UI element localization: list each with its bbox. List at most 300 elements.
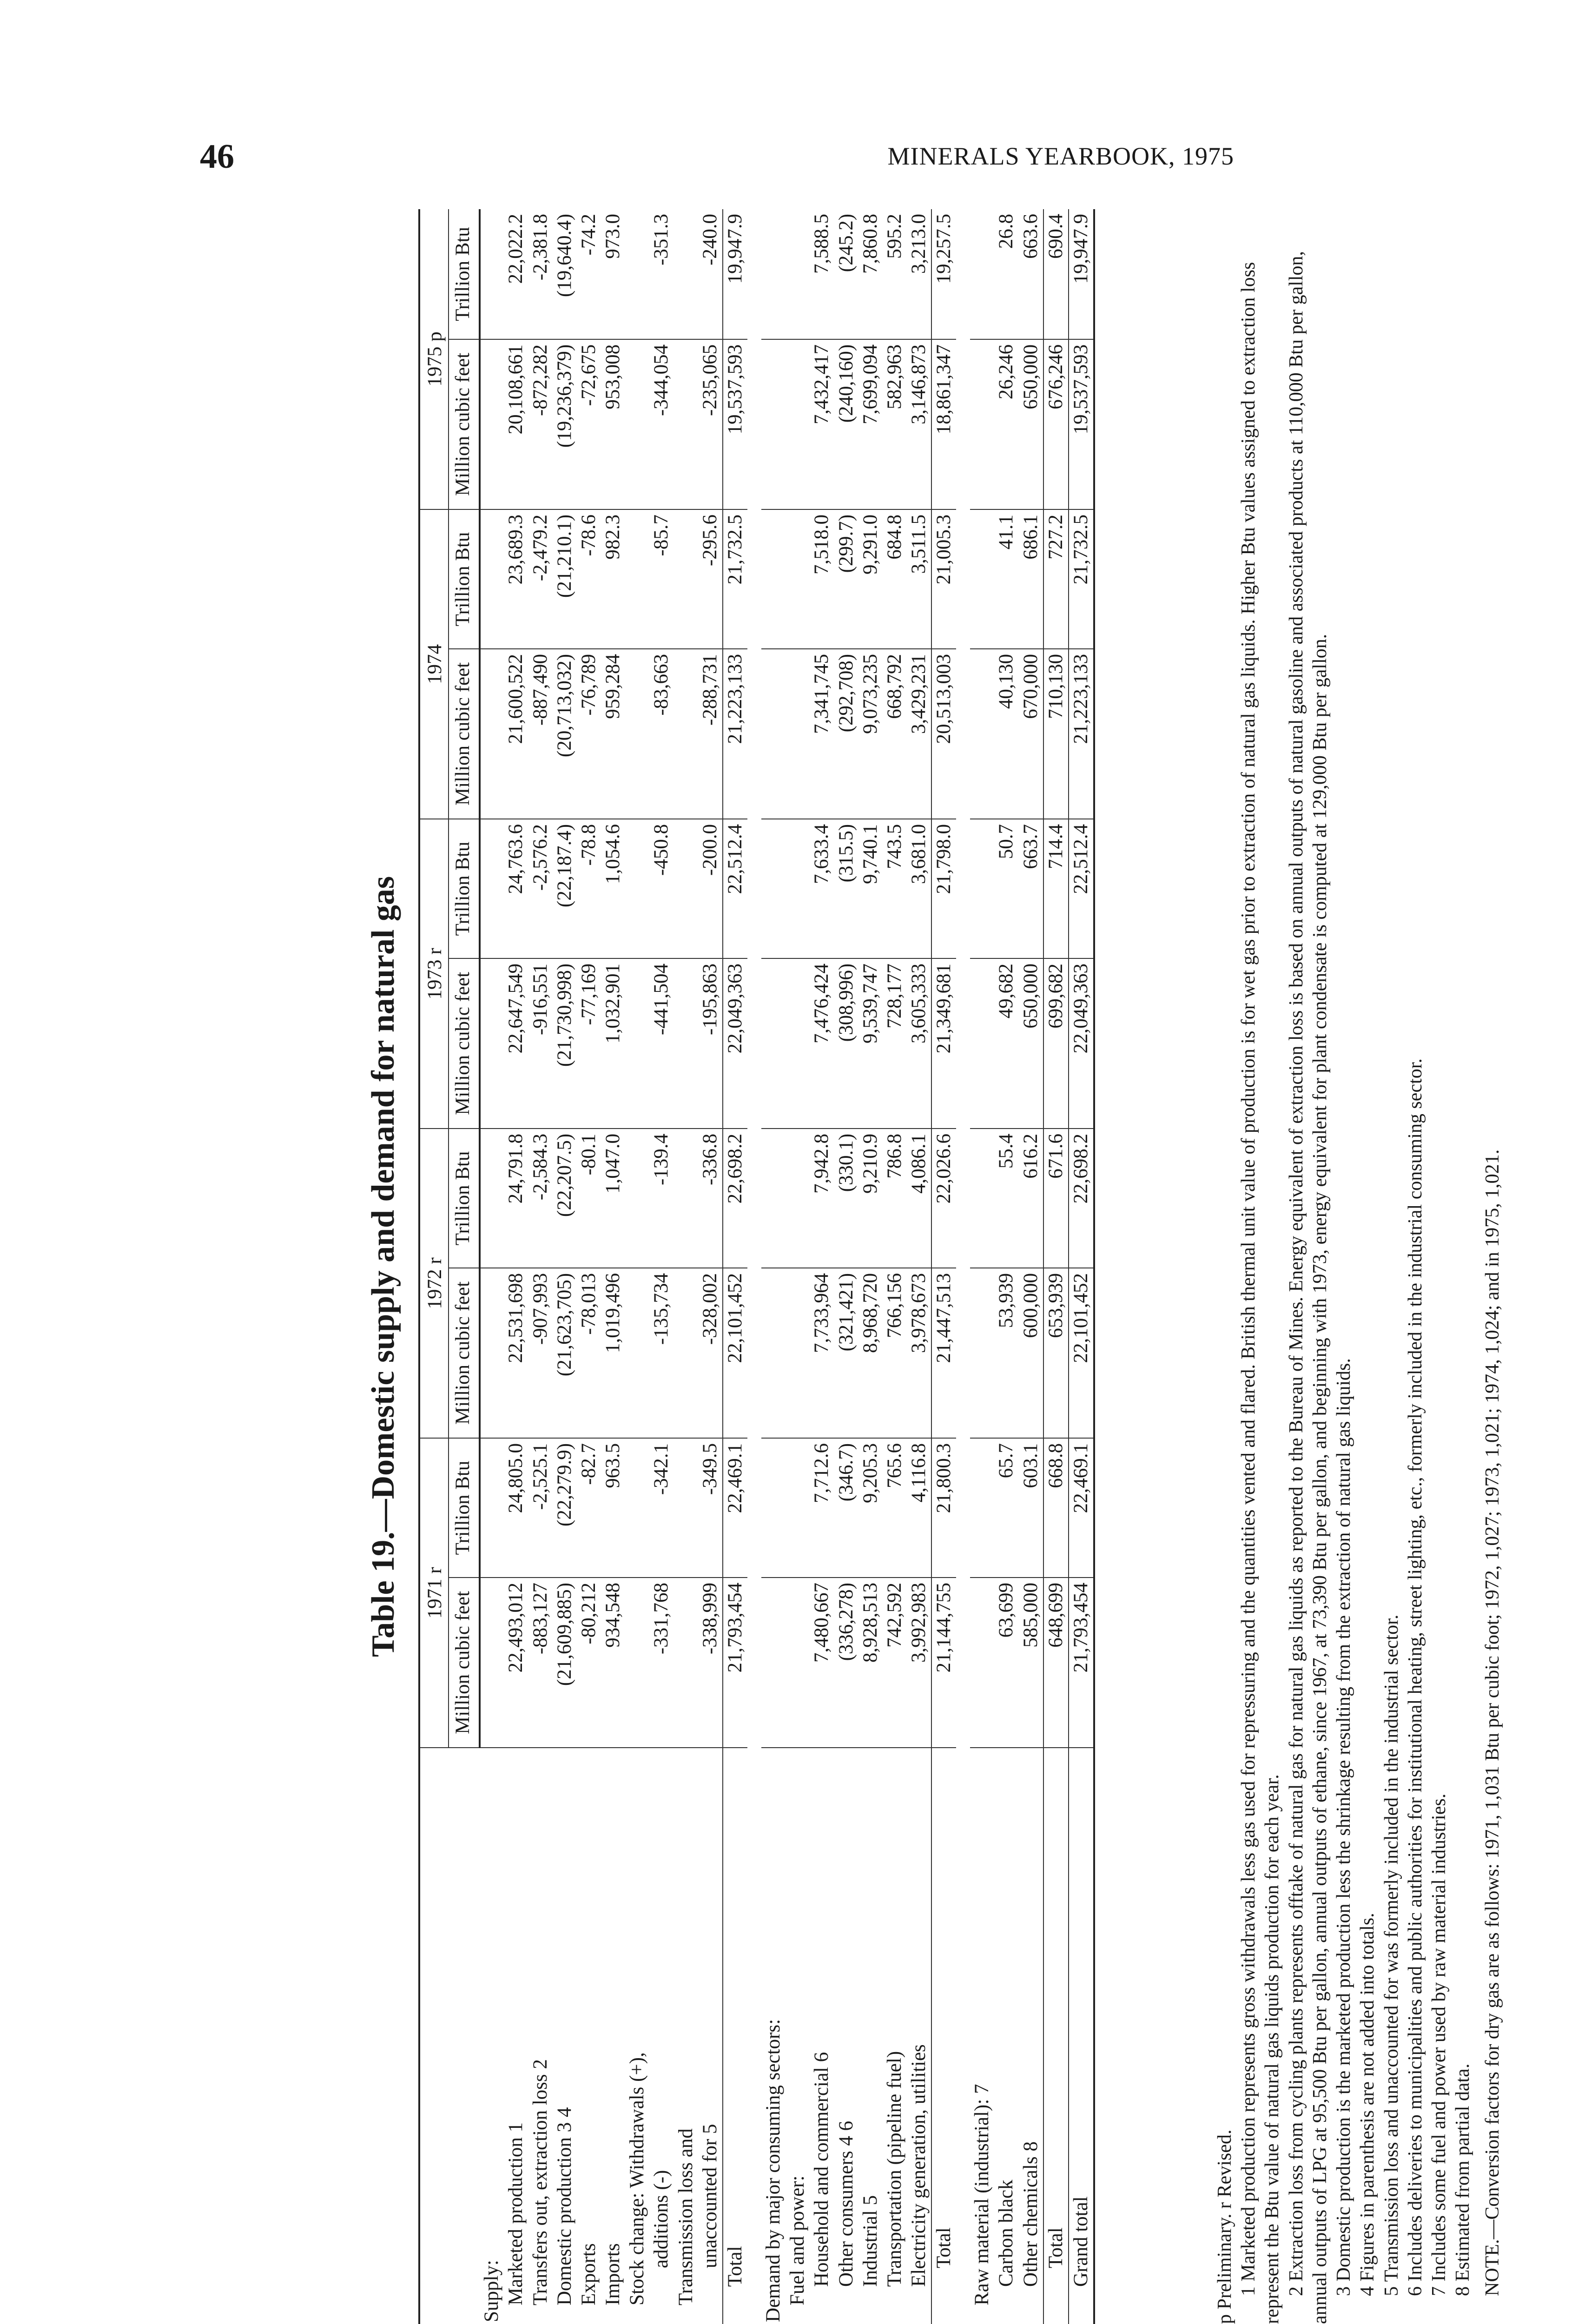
cell-value: -336.8	[698, 1129, 723, 1268]
grand-total-row	[1069, 209, 1094, 2324]
cell-value	[674, 958, 698, 1129]
cell-value: -76,789	[577, 649, 601, 819]
cell-value	[625, 1578, 649, 1748]
table-row	[601, 209, 625, 2324]
stub-header	[419, 1748, 480, 2324]
cell-value: 9,205.3	[858, 1438, 883, 1578]
cell-value: 22,531,698	[504, 1268, 528, 1438]
cell-value: 600,000	[1019, 1268, 1043, 1438]
cell-value: 727.2	[1043, 509, 1069, 649]
row-label: Imports	[601, 1748, 625, 2324]
cell-value: 18,861,347	[931, 339, 956, 509]
cell-value: 671.6	[1043, 1129, 1069, 1268]
unit-header: Million cubic feet	[449, 1268, 480, 1438]
cell-value: -200.0	[698, 819, 723, 958]
cell-value: 49,682	[994, 958, 1018, 1129]
year-header: 1971 r	[419, 1438, 449, 1748]
cell-value: 7,633.4	[810, 819, 834, 958]
cell-value: 22,049,363	[723, 958, 747, 1129]
cell-value: 3,992,983	[907, 1583, 930, 1663]
cell-value: 22,049,363	[1069, 958, 1094, 1129]
cell-value	[970, 819, 994, 958]
cell-value: 7,860.8	[858, 209, 883, 339]
cell-value	[761, 649, 786, 819]
cell-value: 668,792	[883, 649, 907, 819]
cell-value: 973.0	[601, 209, 625, 339]
row-label: Other consumers 4 6	[834, 1748, 858, 2324]
cell-value: 7,699,094	[858, 339, 883, 509]
cell-value	[970, 509, 994, 649]
cell-value: -328,002	[698, 1268, 723, 1438]
cell-value: -331,768	[650, 1583, 673, 1655]
cell-value	[625, 1438, 649, 1578]
cell-value	[674, 819, 698, 958]
cell-value: -78.8	[577, 819, 601, 958]
total-row	[723, 209, 747, 2324]
row-label: Total	[723, 1748, 747, 2324]
cell-value: 22,647,549	[504, 958, 528, 1129]
cell-value: -872,282	[528, 339, 553, 509]
cell-value: 21,144,755	[931, 1578, 956, 1748]
cell-value: 663.6	[1019, 209, 1043, 339]
cell-value: -82.7	[577, 1438, 601, 1578]
cell-value: (22,279.9)	[553, 1438, 577, 1578]
cell-value: 582,963	[883, 339, 907, 509]
cell-value	[970, 209, 994, 339]
cell-value: 668.8	[1043, 1438, 1069, 1578]
cell-value: -78,013	[577, 1268, 601, 1438]
cell-value: (21,730,998)	[553, 958, 577, 1129]
cell-value: -195,863	[698, 958, 723, 1129]
cell-value: 21,349,681	[931, 958, 956, 1129]
label-row	[674, 209, 698, 2324]
cell-value	[786, 1129, 810, 1268]
cell-value: 8,928,513	[859, 1583, 881, 1663]
cell-value	[761, 1268, 786, 1438]
cell-value: 653,939	[1043, 1268, 1069, 1438]
cell-value: 650,000	[1019, 958, 1043, 1129]
unit-header: Trillion Btu	[449, 509, 480, 649]
section-row	[480, 209, 504, 2324]
row-label: Other chemicals 8	[1019, 1748, 1043, 2324]
cell-value	[761, 819, 786, 958]
cell-value: 22,512.4	[723, 819, 747, 958]
cell-value: 9,073,235	[858, 649, 883, 819]
cell-value: 670,000	[1019, 649, 1043, 819]
row-label: Grand total	[1069, 1748, 1094, 2324]
cell-value: (22,187.4)	[553, 819, 577, 958]
row-label: Carbon black	[994, 1748, 1018, 2324]
cell-value	[761, 509, 786, 649]
cell-value: 7,480,667	[811, 1583, 833, 1663]
cell-value: 9,291.0	[858, 509, 883, 649]
footnote: 4 Figures in parenthesis are not added into totals.	[1357, 1913, 1379, 2296]
cell-value: -2,576.2	[528, 819, 553, 958]
cell-value	[674, 339, 698, 509]
cell-value: 7,733,964	[810, 1268, 834, 1438]
cell-value: -135,734	[649, 1268, 673, 1438]
cell-value: 7,476,424	[810, 958, 834, 1129]
cell-value: 710,130	[1043, 649, 1069, 819]
cell-value: 24,791.8	[504, 1129, 528, 1268]
cell-value	[625, 509, 649, 649]
cell-value: -80.1	[577, 1129, 601, 1268]
cell-value	[674, 1578, 698, 1748]
cell-value: 982.3	[601, 509, 625, 649]
cell-value: 1,019,496	[601, 1268, 625, 1438]
cell-value	[761, 958, 786, 1129]
year-header: 1973 r	[419, 819, 449, 1129]
cell-value: 963.5	[601, 1438, 625, 1578]
cell-value	[625, 339, 649, 509]
footnote: 2 Extraction loss from cycling plants represents offtake of natural gas for natural gas liquids as reported to the Bureau of Mines. Energy equivalent of extraction loss is based on annual outputs of natural gasoline and associated products at 110,000 Btu per gallon, annual outputs of LPG at 95,500 Btu per gallon, annual outputs of ethane, since 1967, at 73,390 Btu per gallon, and beginning with 1973, energy equivalent for plant condensate is computed at 129,000 Btu per gallon.	[1285, 251, 1331, 2324]
cell-value: 21,223,133	[1069, 649, 1094, 819]
cell-value: 3,978,673	[907, 1268, 931, 1438]
unit-header: Million cubic feet	[449, 339, 480, 509]
cell-value	[786, 1268, 810, 1438]
cell-value: 714.4	[1043, 819, 1069, 958]
cell-value: 7,712.6	[810, 1438, 834, 1578]
cell-value: -907,993	[528, 1268, 553, 1438]
footnote: 3 Domestic production is the marketed production less the shrinkage resulting from the extraction of natural gas liquids.	[1333, 1358, 1355, 2296]
cell-value: -349.5	[698, 1438, 723, 1578]
cell-value: (346.7)	[834, 1438, 858, 1578]
cell-value: -2,479.2	[528, 509, 553, 649]
cell-value: 766,156	[883, 1268, 907, 1438]
cell-value: 7,518.0	[810, 509, 834, 649]
cell-value: 959,284	[601, 649, 625, 819]
table-title	[358, 209, 409, 2324]
unit-header: Trillion Btu	[449, 209, 480, 339]
cell-value: 40,130	[994, 649, 1018, 819]
cell-value: (292,708)	[834, 649, 858, 819]
cell-value: 3,213.0	[907, 209, 931, 339]
table-row	[810, 209, 834, 2324]
cell-value: 26.8	[994, 209, 1018, 339]
row-label: Demand by major consuming sectors:	[761, 1748, 786, 2324]
cell-value: 50.7	[994, 819, 1018, 958]
table-row	[1019, 209, 1043, 2324]
spacer-row	[956, 209, 970, 2324]
cell-value	[786, 1438, 810, 1578]
cell-value	[761, 209, 786, 339]
row-label: Domestic production 3 4	[553, 1748, 577, 2324]
cell-value: 1,032,901	[601, 958, 625, 1129]
cell-value: 65.7	[994, 1438, 1018, 1578]
cell-value: 63,699	[995, 1583, 1017, 1638]
unit-header: Million cubic feet	[449, 1578, 480, 1748]
cell-value	[480, 1578, 504, 1748]
spacer-row	[747, 209, 761, 2324]
cell-value: -295.6	[698, 509, 723, 649]
cell-value: 21,793,454	[723, 1578, 747, 1748]
label-row	[970, 209, 994, 2324]
cell-value: -77,169	[577, 958, 601, 1129]
footnote: 6 Includes deliveries to municipalities and public authorities for institutional heating, street lighting, etc., formerly included in the industrial consuming sector.	[1404, 1058, 1426, 2296]
cell-value: 4,086.1	[907, 1129, 931, 1268]
cell-value: 21,800.3	[931, 1438, 956, 1578]
cell-value: 699,682	[1043, 958, 1069, 1129]
table-row	[834, 209, 858, 2324]
table-note: NOTE.—Conversion factors for dry gas are as follows: 1971, 1,031 Btu per cubic foot; 1972, 1,027; 1973, 1,021; 1974, 1,024; and in 1975, 1,021.	[1481, 1149, 1503, 2296]
cell-value	[786, 958, 810, 1129]
cell-value: (245.2)	[834, 209, 858, 339]
cell-value	[625, 649, 649, 819]
table-row	[883, 209, 907, 2324]
table-body	[480, 209, 1094, 2324]
cell-value: 22,469.1	[723, 1438, 747, 1578]
cell-value: -450.8	[649, 819, 673, 958]
cell-value: 21,732.5	[1069, 509, 1094, 649]
cell-value: 9,210.9	[858, 1129, 883, 1268]
footnote: 7 Includes some fuel and power used by raw material industries.	[1428, 1793, 1450, 2296]
cell-value	[761, 339, 786, 509]
cell-value: -344,054	[649, 339, 673, 509]
spacer-cell	[956, 209, 970, 2324]
cell-value	[761, 1578, 786, 1748]
running-head: MINERALS YEARBOOK, 1975	[887, 142, 1234, 170]
cell-value: 21,005.3	[931, 509, 956, 649]
cell-value	[674, 1438, 698, 1578]
cell-value: 19,537,593	[723, 339, 747, 509]
cell-value: 953,008	[601, 339, 625, 509]
cell-value	[761, 1438, 786, 1578]
cell-value: 21,732.5	[723, 509, 747, 649]
cell-value: 786.8	[883, 1129, 907, 1268]
cell-value	[674, 649, 698, 819]
cell-value: 3,429,231	[907, 649, 931, 819]
cell-value: -2,381.8	[528, 209, 553, 339]
cell-value: 24,805.0	[504, 1438, 528, 1578]
data-table	[418, 209, 1095, 2324]
cell-value: 19,257.5	[931, 209, 956, 339]
table-title-text: Domestic supply and demand for natural gas	[365, 876, 401, 1499]
cell-value: -351.3	[649, 209, 673, 339]
cell-value: (22,207.5)	[553, 1129, 577, 1268]
cell-value	[625, 1129, 649, 1268]
unit-header: Trillion Btu	[449, 1438, 480, 1578]
row-label: Exports	[577, 1748, 601, 2324]
cell-value: (321,421)	[834, 1268, 858, 1438]
cell-value: 765.6	[883, 1438, 907, 1578]
cell-value: -916,551	[528, 958, 553, 1129]
cell-value	[480, 958, 504, 1129]
footnote: 8 Estimated from partial data.	[1452, 2063, 1474, 2296]
cell-value: (315.5)	[834, 819, 858, 958]
table-row	[528, 209, 553, 2324]
cell-value	[674, 509, 698, 649]
row-label: Transmission loss and	[674, 1748, 698, 2324]
table-row	[698, 209, 723, 2324]
cell-value: 676,246	[1043, 339, 1069, 509]
cell-value: 603.1	[1019, 1438, 1043, 1578]
cell-value: 41.1	[994, 509, 1018, 649]
row-label: Total	[1043, 1748, 1069, 2324]
cell-value: 22,469.1	[1069, 1438, 1094, 1578]
row-label: Total	[931, 1748, 956, 2324]
row-label: Supply:	[480, 1748, 504, 2324]
cell-value	[786, 339, 810, 509]
cell-value: (330.1)	[834, 1129, 858, 1268]
unit-header: Million cubic feet	[449, 649, 480, 819]
row-label: unaccounted for 5	[698, 1748, 723, 2324]
row-label: Raw material (industrial): 7	[970, 1748, 994, 2324]
cell-value: 934,548	[602, 1583, 624, 1648]
cell-value	[970, 339, 994, 509]
cell-value: -338,999	[699, 1583, 721, 1655]
cell-value: 19,537,593	[1069, 339, 1094, 509]
cell-value: -441,504	[649, 958, 673, 1129]
row-label: Electricity generation, utilities	[907, 1748, 931, 2324]
cell-value: 21,793,454	[1069, 1578, 1094, 1748]
cell-value	[480, 509, 504, 649]
cell-value: 22,101,452	[723, 1268, 747, 1438]
cell-value: (21,609,885)	[553, 1583, 575, 1686]
cell-value: (308,996)	[834, 958, 858, 1129]
cell-value: (19,640.4)	[553, 209, 577, 339]
cell-value: 22,512.4	[1069, 819, 1094, 958]
year-header: 1972 r	[419, 1129, 449, 1438]
cell-value: -2,584.3	[528, 1129, 553, 1268]
cell-value: 663.7	[1019, 819, 1043, 958]
cell-value: -78.6	[577, 509, 601, 649]
page-number: 46	[200, 138, 234, 176]
unit-header: Trillion Btu	[449, 1129, 480, 1268]
cell-value: 684.8	[883, 509, 907, 649]
cell-value: 1,047.0	[601, 1129, 625, 1268]
cell-value	[625, 819, 649, 958]
cell-value: -240.0	[698, 209, 723, 339]
cell-value: -139.4	[649, 1129, 673, 1268]
cell-value: 53,939	[994, 1268, 1018, 1438]
cell-value: 3,146,873	[907, 339, 931, 509]
cell-value: 20,513,003	[931, 649, 956, 819]
cell-value: -235,065	[698, 339, 723, 509]
row-label: Transfers out, extraction loss 2	[528, 1748, 553, 2324]
cell-value	[674, 209, 698, 339]
cell-value: 728,177	[883, 958, 907, 1129]
table-row	[907, 209, 931, 2324]
table-row	[504, 209, 528, 2324]
cell-value: 22,101,452	[1069, 1268, 1094, 1438]
row-label: additions (-)	[649, 1748, 673, 2324]
unit-header: Million cubic feet	[449, 958, 480, 1129]
cell-value: (21,623,705)	[553, 1268, 577, 1438]
cell-value	[625, 1268, 649, 1438]
cell-value: 24,763.6	[504, 819, 528, 958]
cell-value: 595.2	[883, 209, 907, 339]
cell-value: 7,942.8	[810, 1129, 834, 1268]
cell-value	[970, 958, 994, 1129]
cell-value: 19,947.9	[723, 209, 747, 339]
cell-value: -887,490	[528, 649, 553, 819]
cell-value: 616.2	[1019, 1129, 1043, 1268]
cell-value: 9,539,747	[858, 958, 883, 1129]
cell-value: 686.1	[1019, 509, 1043, 649]
cell-value: 22,698.2	[1069, 1129, 1094, 1268]
row-label: Household and commercial 6	[810, 1748, 834, 2324]
footnote: 1 Marketed production represents gross withdrawals less gas used for repressuring and the quantities vented and flared. British thermal unit value of production is for wet gas prior to extraction of natural gas liquids. Higher Btu values assigned to extraction loss represent the Btu value of natural gas liquids production for each year.	[1238, 262, 1283, 2324]
cell-value: 9,740.1	[858, 819, 883, 958]
row-label: Industrial 5	[858, 1748, 883, 2324]
cell-value: 3,681.0	[907, 819, 931, 958]
cell-value: 742,592	[883, 1583, 905, 1648]
cell-value	[786, 819, 810, 958]
cell-value: 19,947.9	[1069, 209, 1094, 339]
rotated-table-block	[358, 209, 1503, 2324]
cell-value: 22,026.6	[931, 1129, 956, 1268]
cell-value	[970, 1438, 994, 1578]
cell-value: 26,246	[994, 339, 1018, 509]
cell-value: 22,698.2	[723, 1129, 747, 1268]
cell-value: 22,022.2	[504, 209, 528, 339]
cell-value	[480, 209, 504, 339]
cell-value	[786, 209, 810, 339]
section-row	[761, 209, 786, 2324]
cell-value: 7,341,745	[810, 649, 834, 819]
cell-value: 20,108,661	[504, 339, 528, 509]
title-dash: —	[365, 1499, 401, 1532]
cell-value: 4,116.8	[907, 1438, 931, 1578]
label-row	[786, 209, 810, 2324]
cell-value	[674, 1129, 698, 1268]
cell-value: -2,525.1	[528, 1438, 553, 1578]
cell-value: 23,689.3	[504, 509, 528, 649]
spacer-cell	[747, 209, 761, 2324]
table-label: Table 19.	[365, 1532, 401, 1657]
cell-value	[480, 1268, 504, 1438]
footnote: p Preliminary. r Revised.	[1214, 2129, 1235, 2324]
cell-value: 55.4	[994, 1129, 1018, 1268]
row-label: Transportation (pipeline fuel)	[883, 1748, 907, 2324]
cell-value: 21,798.0	[931, 819, 956, 958]
cell-value	[970, 649, 994, 819]
cell-value: 3,605,333	[907, 958, 931, 1129]
year-header: 1974	[419, 509, 449, 819]
cell-value: (20,713,032)	[553, 649, 577, 819]
cell-value	[480, 1129, 504, 1268]
cell-value: 650,000	[1019, 339, 1043, 509]
year-header: 1975 p	[419, 209, 449, 509]
footnotes	[1213, 209, 1505, 2324]
cell-value	[786, 649, 810, 819]
table-row	[994, 209, 1018, 2324]
row-label: Marketed production 1	[504, 1748, 528, 2324]
cell-value	[970, 1129, 994, 1268]
cell-value: 1,054.6	[601, 819, 625, 958]
cell-value	[970, 1578, 994, 1748]
row-label: Fuel and power:	[786, 1748, 810, 2324]
cell-value	[480, 1438, 504, 1578]
footnote: 5 Transmission loss and unaccounted for was formerly included in the industrial sector.	[1380, 1614, 1402, 2296]
cell-value: 3,511.5	[907, 509, 931, 649]
cell-value	[786, 1578, 810, 1748]
cell-value: 21,600,522	[504, 649, 528, 819]
cell-value: 22,493,012	[505, 1583, 527, 1673]
cell-value	[674, 1268, 698, 1438]
table-row	[553, 209, 577, 2324]
label-row	[625, 209, 649, 2324]
cell-value: 7,588.5	[810, 209, 834, 339]
cell-value: 743.5	[883, 819, 907, 958]
cell-value: -342.1	[649, 1438, 673, 1578]
cell-value	[761, 1129, 786, 1268]
cell-value: 648,699	[1043, 1578, 1069, 1748]
cell-value: (21,210.1)	[553, 509, 577, 649]
total-row	[1043, 209, 1069, 2324]
cell-value	[480, 649, 504, 819]
cell-value	[480, 819, 504, 958]
